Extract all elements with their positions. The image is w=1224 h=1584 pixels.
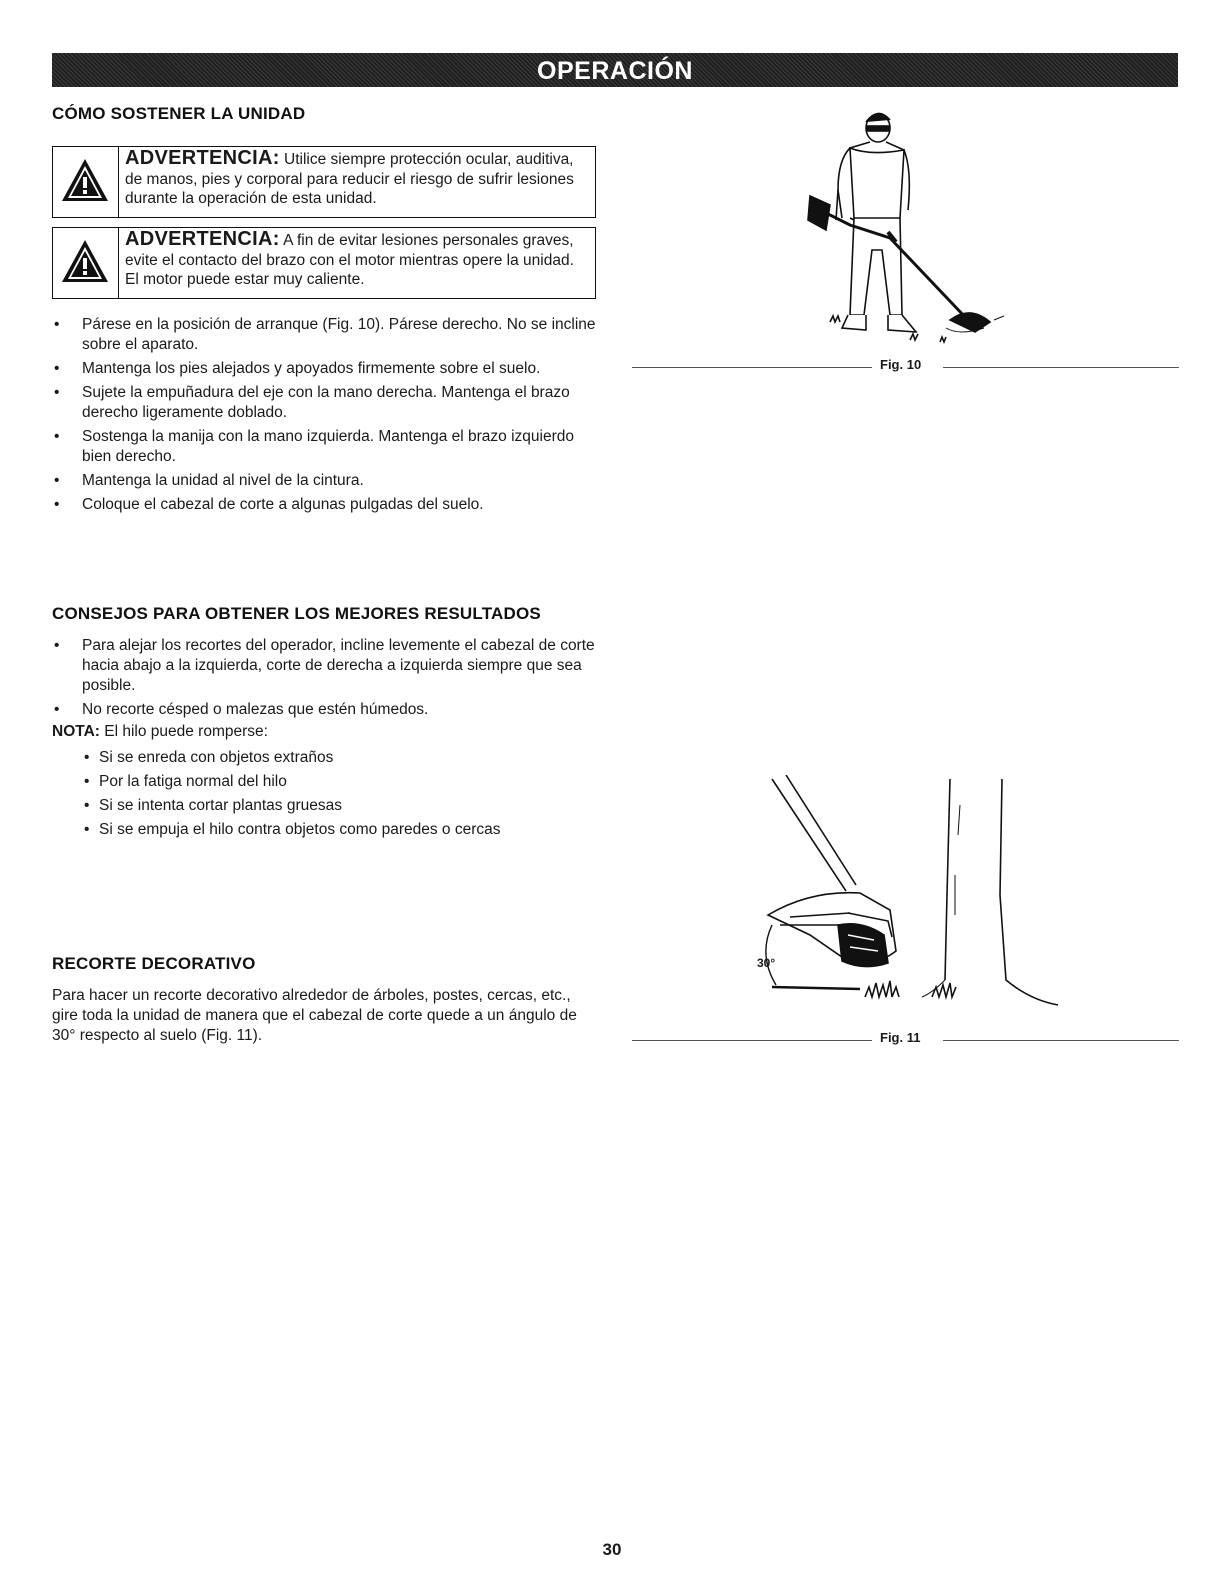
- figure-rule: [632, 1040, 872, 1041]
- warning-keyword: ADVERTENCIA:: [125, 147, 280, 169]
- list-item: • Mantenga los pies alejados y apoyados firmemente sobre el suelo.: [52, 359, 600, 379]
- list-item: • Si se enreda con objetos extraños: [84, 748, 604, 768]
- warning-keyword: ADVERTENCIA:: [125, 228, 280, 250]
- fig10-label: Fig. 10: [880, 357, 922, 372]
- list-item: • Mantenga la unidad al nivel de la cintura.: [52, 471, 600, 491]
- list-item: • Por la fatiga normal del hilo: [84, 772, 604, 792]
- warning-box-1: [52, 146, 596, 218]
- warning-triangle-icon: [60, 238, 110, 284]
- list-item: • Coloque el cabezal de corte a algunas pulgadas del suelo.: [52, 495, 600, 515]
- fig10-operator-illustration: [790, 100, 1020, 350]
- banner-title: OPERACIÓN: [537, 57, 693, 85]
- list-item: • Si se empuja el hilo contra objetos como paredes o cercas: [84, 820, 604, 840]
- holding-bullets: [52, 315, 600, 519]
- decorative-paragraph: Para hacer un recorte decorativo alrededor de árboles, postes, cercas, etc., gire toda la unidad de manera que el cabezal de corte quede a un ángulo de 30° respecto al suelo (Fig. 11).: [52, 987, 577, 1044]
- warning-icon-cell: [53, 147, 119, 217]
- section-title-tips: CONSEJOS PARA OBTENER LOS MEJORES RESULTADOS: [52, 604, 541, 623]
- list-item: • Para alejar los recortes del operador, incline levemente el cabezal de corte hacia abajo a la izquierda, corte de derecha a izquierda siempre que sea posible.: [52, 636, 600, 696]
- list-item: • No recorte césped o malezas que estén húmedos.: [52, 700, 600, 720]
- figure-rule: [943, 1040, 1179, 1041]
- list-item: • Sostenga la manija con la mano izquierda. Mantenga el brazo izquierdo bien derecho.: [52, 427, 600, 467]
- note-text: El hilo puede romperse:: [99, 723, 268, 740]
- warning-text: Utilice siempre protección ocular, auditiva, de manos, pies y corporal para reducir el riesgo de sufrir lesiones durante la operación de esta unidad.: [125, 151, 574, 207]
- list-item: • Sujete la empuñadura del eje con la mano derecha. Mantenga el brazo derecho ligeramente doblado.: [52, 383, 600, 423]
- note-items: [84, 748, 604, 844]
- warning-text: A fin de evitar lesiones personales graves, evite el contacto del brazo con el motor mientras opere la unidad. El motor puede estar muy caliente.: [125, 232, 574, 288]
- section-banner: [52, 53, 1178, 87]
- list-item: • Si se intenta cortar plantas gruesas: [84, 796, 604, 816]
- section-title-holding: CÓMO SOSTENER LA UNIDAD: [52, 104, 306, 123]
- figure-rule: [943, 367, 1179, 368]
- list-item: • Párese en la posición de arranque (Fig. 10). Párese derecho. No se incline sobre el aparato.: [52, 315, 600, 355]
- figure-rule: [632, 367, 872, 368]
- warning-box-2: [52, 227, 596, 299]
- section-title-decorative: RECORTE DECORATIVO: [52, 954, 256, 973]
- warning-triangle-icon: [60, 157, 110, 203]
- fig11-angle-label: 30°: [757, 956, 776, 970]
- fig11-trimmer-tree-illustration: [750, 775, 1080, 1025]
- page-number: 30: [602, 1540, 622, 1559]
- fig11-label: Fig. 11: [880, 1030, 921, 1045]
- note-label: NOTA:: [52, 723, 100, 740]
- tips-bullets: [52, 636, 600, 724]
- note-line: [52, 723, 268, 741]
- warning-icon-cell: [53, 228, 119, 298]
